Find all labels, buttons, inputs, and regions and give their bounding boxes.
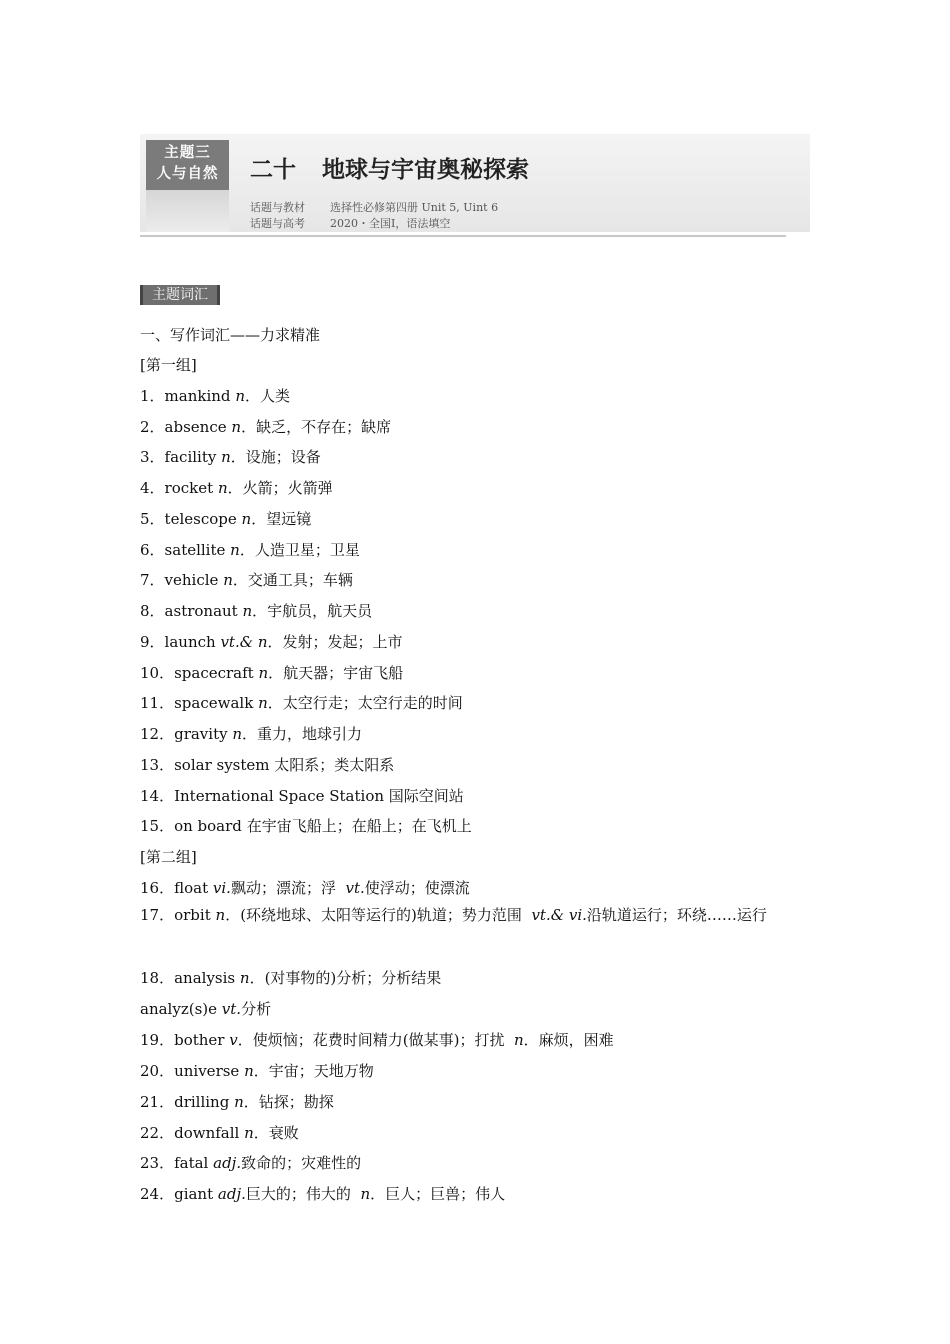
vocab-item: 18．analysis n．(对事物的)分析；分析结果	[140, 969, 442, 987]
vocab-item: 9．launch vt.& n．发射；发起；上市	[140, 633, 403, 651]
section-heading: 一、写作词汇——力求精准	[140, 326, 321, 344]
vocab-item: 17．orbit n．(环绕地球、太阳等运行的)轨道；势力范围 vt.& vi.沿轨道运行；环绕……运行	[140, 906, 767, 924]
vocab-item: 10．spacecraft n．航天器；宇宙飞船	[140, 664, 404, 682]
vocab-item: 14．International Space Station 国际空间站	[140, 787, 464, 805]
vocab-item: 21．drilling n．钻探；勘探	[140, 1093, 334, 1111]
vocab-item: 16．float vi.飘动；漂流；浮 vt.使浮动；使漂流	[140, 879, 470, 897]
vocab-item: 3．facility n．设施；设备	[140, 448, 321, 466]
vocab-item: analyz(s)e vt.分析	[140, 1000, 272, 1018]
meta-textbook	[250, 199, 498, 215]
vocab-item: 6．satellite n．人造卫星；卫星	[140, 541, 360, 559]
meta-value: 2020・全国Ⅰ，语法填空	[330, 217, 451, 230]
vocab-item: 2．absence n．缺乏，不存在；缺席	[140, 418, 392, 436]
vocab-item: 22．downfall n．衰败	[140, 1124, 299, 1142]
vocab-item: 24．giant adj.巨大的；伟大的 n．巨人；巨兽；伟人	[140, 1185, 506, 1203]
vocab-item: 1．mankind n．人类	[140, 387, 290, 405]
header-divider	[140, 235, 786, 237]
unit-title-text: 地球与宇宙奥秘探索	[322, 157, 529, 183]
theme-line-2: 人与自然	[156, 166, 219, 182]
vocab-item: 12．gravity n．重力，地球引力	[140, 725, 363, 743]
vocab-item: 11．spacewalk n．太空行走；太空行走的时间	[140, 694, 463, 712]
theme-badge	[146, 140, 229, 190]
vocab-item: 4．rocket n．火箭；火箭弹	[140, 479, 333, 497]
vocab-item: 20．universe n．宇宙；天地万物	[140, 1062, 374, 1080]
meta-exam	[250, 215, 450, 231]
vocab-item: 7．vehicle n．交通工具；车辆	[140, 571, 353, 589]
vocab-item: 23．fatal adj.致命的；灾难性的	[140, 1154, 362, 1172]
vocab-item: 5．telescope n．望远镜	[140, 510, 312, 528]
vocab-item: 8．astronaut n．宇航员，航天员	[140, 602, 373, 620]
meta-value: 选择性必修第四册 Unit 5, Uint 6	[330, 201, 499, 214]
group-label: [第一组]	[140, 356, 197, 374]
theme-badge-fade	[146, 190, 229, 232]
vocab-item: 19．bother v．使烦恼；花费时间精力(做某事)；打扰 n．麻烦，困难	[140, 1031, 614, 1049]
unit-title	[250, 151, 529, 184]
meta-label: 话题与教材	[250, 201, 305, 214]
unit-number: 二十	[250, 157, 296, 183]
vocab-item: 15．on board 在宇宙飞船上；在船上；在飞机上	[140, 817, 472, 835]
section-tag: 主题词汇	[140, 285, 220, 305]
theme-line-1: 主题三	[164, 145, 211, 161]
vocab-item: 13．solar system 太阳系；类太阳系	[140, 756, 395, 774]
meta-label: 话题与高考	[250, 217, 305, 230]
group-label: [第二组]	[140, 848, 197, 866]
